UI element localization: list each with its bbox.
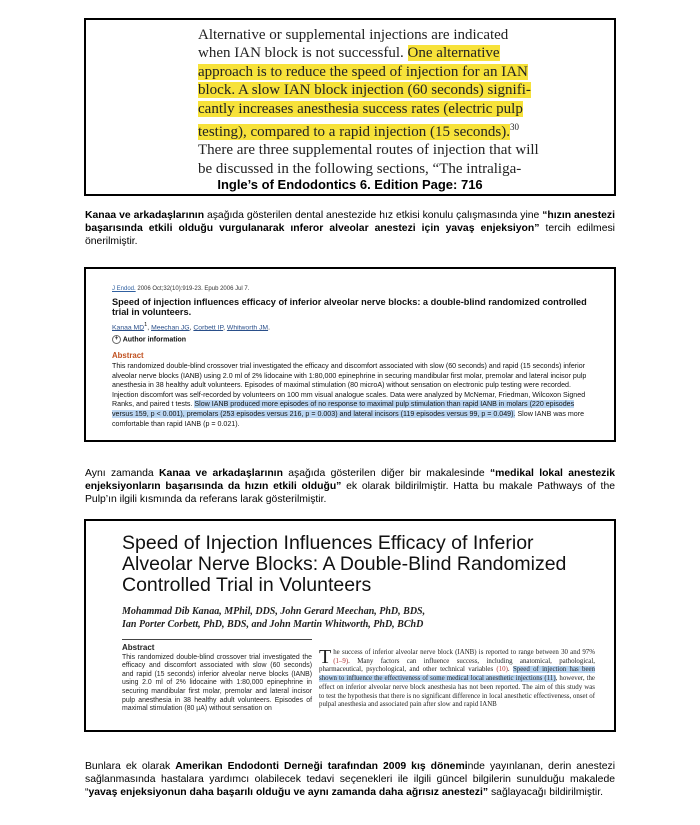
journal-abstract-text: This randomized double-blind crossover trial investigated the efficacy and discomfort associated with slow (60 seconds) and rapid (15 seconds) inferior alveolar nerve blocks (IANB) using 2.0 ml of 2% lidocaine with 1:80,000 epinephrine in securing mandibular first molar, premolar and lateral incisor pulp anesthesia in 38 healthy adult volunteers. Episodes of maximal stimulation (80 µA) without sensation on: [122, 653, 312, 713]
journal-article-authors: Mohammad Dib Kanaa, MPhil, DDS, John Gerard Meechan, PhD, BDS, Ian Porter Corbett, PhD, BDS, and John Martin Whitworth, PhD, BChD: [122, 606, 426, 630]
excerpt-line: approach is to reduce the speed of injection for an IAN: [198, 63, 528, 80]
highlighted-results: Slow IANB produced more episodes of no response to maximal pulp stimulation than rapid IANB in molars (220 episodes versus 159, p < 0.001), premolars (253 episodes versus 216, p = 0.003) and lateral incisors (119 episodes versus 99, p = 0.049).: [112, 400, 575, 418]
article-title: Speed of injection influences efficacy of inferior alveolar nerve blocks: a double-blind randomized controlled trial in volunteers.: [112, 296, 587, 318]
journal-article-box: [84, 519, 616, 732]
author-information-toggle[interactable]: + Author information: [112, 335, 588, 345]
excerpt-line: when IAN block is not successful. One alternative: [198, 45, 500, 62]
textbook-excerpt: [198, 26, 539, 178]
excerpt-line: There are three supplemental routes of injection that will: [198, 142, 539, 159]
divider: [122, 639, 312, 640]
excerpt-caption: Ingle’s of Endodontics 6. Edition Page: 716: [217, 177, 483, 192]
pubmed-abstract-box: [84, 267, 616, 442]
author-link[interactable]: Corbett IP: [193, 323, 224, 331]
author-list: Kanaa $MD^1$, Meechan JG, Corbett IP, Whitworth JM.: [112, 321, 270, 331]
paragraph-3: Bunlara ek olarak Amerikan Endodonti Derneği tarafından 2009 kış döneminde yayınlanan, derin anestezi sağlanmasında hastalara yardımcı olabilecek tedavi seçenekleri ile ilgili güncel bilgilerin sunulduğu makalede “yavaş enjeksiyonun daha başarılı olduğu ve aynı zamanda daha ağrısız anestezi” sağlayacağı bildirilmiştir.: [85, 761, 615, 798]
paragraph-2: Aynı zamanda Kanaa ve arkadaşlarının aşağıda gösterilen diğer bir makalesinde “medikal lokal anestezik enjeksiyonların başarısında da hızın etkili olduğu” ek olarak bildirilmiştir. Hatta bu makale Pathways of the Pulp’ın ilgili kısmında da referans larak gösterilmiştir.: [85, 468, 615, 505]
expand-icon: +: [112, 335, 121, 344]
journal-abstract-heading: Abstract: [122, 643, 155, 652]
excerpt-line: Alternative or supplemental injections are indicated: [198, 27, 509, 43]
journal-intro-column: The success of inferior alveolar nerve block (IANB) is reported to range between 30 and 97% (1–9). Many factors can influence success, including anatomical, pathological, pharmaceutical, psychological, and other technical variables (10). Speed of injection has been shown to influence the effectiveness of some medical local anesthetic injections (11), however, the effect on inferior alveolar nerve block anesthesia has not been reported. The aim of this study was to test the hypothesis that there is no significant difference in local anesthetic effectiveness, onset of pulpal anesthesia and associated pain after slow and rapid IANB: [319, 646, 596, 709]
abstract-text: This randomized double-blind crossover trial investigated the efficacy and discomfort associated with slow (60 seconds) and rapid (15 seconds) inferior alveolar nerve blocks (IANB) using 2.0 ml of 2% lidocaine with 1:80,000 epinephrine in securing mandibular first molar, premolar and lateral incisor pulp anesthesia in 38 healthy adult volunteers. Episodes of maximal stimulation (80 microA) without sensation on electronic pulp testing were recorded. Injection discomfort was self-recorded by volunteers on 100 mm visual analogue scales. Data were analyzed by McNemar, Friedman, Wilcoxon Signed Ranks, and paired t tests. Slow IANB produced more episodes of no response to maximal pulp stimulation than rapid IANB in molars (220 episodes versus 159, p < 0.001), premolars (253 episodes versus 216, p = 0.003) and lateral incisors (119 episodes versus 99, p = 0.049). Slow IANB was more comfortable than rapid IANB (p = 0.021).: [112, 361, 587, 428]
excerpt-line: be discussed in the following sections, “The intraliga-: [198, 160, 522, 177]
drop-cap: T: [319, 646, 332, 668]
pubmed-abstract: [112, 285, 588, 429]
paragraph-1: Kanaa ve arkadaşlarının aşağıda gösterilen dental anestezide hız etkisi konulu çalışmasında yine “hızın anestezi başarısında etkili olduğu vurgulanarak ınferor alveolar anestezi için yavaş enjeksiyon” tercih edilmesi önerilmiştir.: [85, 210, 616, 247]
author-link[interactable]: Whitworth JM: [226, 323, 269, 331]
journal-citation: J Endod. 2006 Oct;32(10):919-23. Epub 2006 Jul 7.: [112, 286, 250, 292]
excerpt-line: block. A slow IAN block injection (60 seconds) signifi-: [198, 82, 531, 99]
journal-article-title: Speed of Injection Influences Efficacy of Inferior Alveolar Nerve Blocks: A Double-Blind Randomized Controlled Trial in Volunteers: [122, 532, 567, 596]
excerpt-line: testing), compared to a rapid injection (15 seconds).$^{30}$: [198, 122, 519, 141]
author-link[interactable]: Meechan JG: [151, 323, 190, 331]
highlighted-sentence: Speed of injection has been shown to influence the effectiveness of some medical local anesthetic injections (11): [319, 666, 596, 683]
textbook-excerpt-box: [84, 18, 616, 196]
author-link[interactable]: Kanaa MD: [112, 323, 145, 331]
journal-link[interactable]: J Endod.: [112, 286, 136, 292]
footnote-ref: 30: [510, 122, 519, 133]
journal-abstract-column: [122, 644, 312, 714]
excerpt-line: cantly increases anesthesia success rates (electric pulp: [198, 100, 523, 117]
abstract-heading: Abstract: [112, 351, 144, 361]
